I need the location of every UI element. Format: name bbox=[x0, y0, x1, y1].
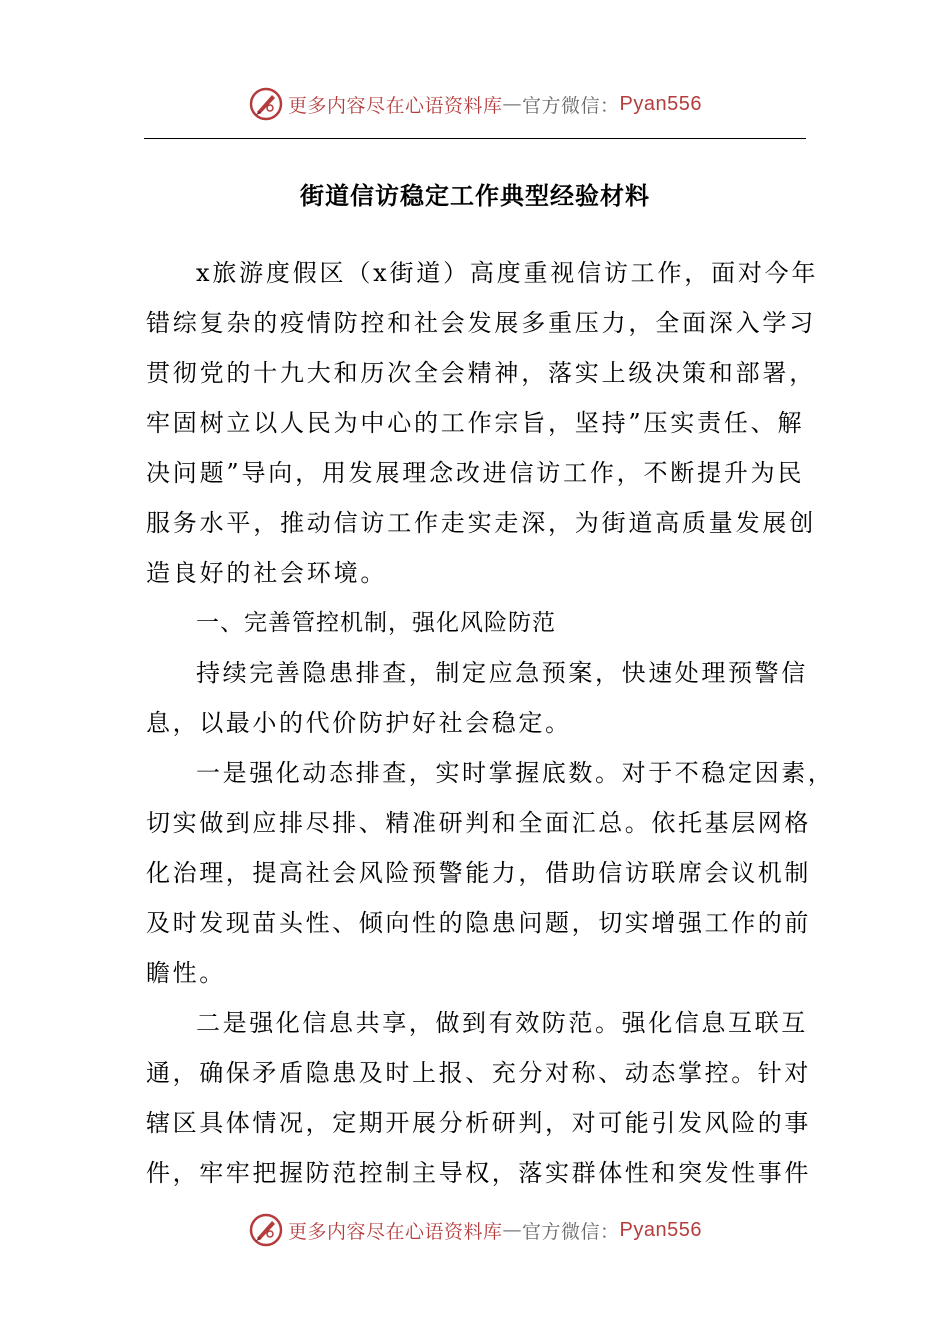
heading-line: 一、完善管控机制，强化风险防范 bbox=[196, 610, 556, 636]
paragraph-point-one bbox=[146, 748, 835, 998]
watermark-official-label: 官方微信： bbox=[522, 94, 620, 117]
quill-logo-icon bbox=[248, 86, 284, 122]
text-line: x旅游度假区（x街道）高度重视信访工作，面对今年 bbox=[196, 259, 819, 287]
footer-watermark bbox=[0, 1208, 950, 1252]
section-heading bbox=[146, 598, 806, 648]
text-line: 错综复杂的疫情防控和社会发展多重压力，全面深入学习 bbox=[146, 309, 816, 337]
document-title: 街道信访稳定工作典型经验材料 bbox=[300, 182, 650, 210]
watermark-dash: — bbox=[502, 1219, 523, 1241]
text-line: 二是强化信息共享，做到有效防范。强化信息互联互 bbox=[196, 1009, 808, 1037]
watermark-official-label: 官方微信： bbox=[522, 1220, 620, 1243]
header-divider bbox=[144, 138, 806, 139]
text-line: 造良好的社会环境。 bbox=[146, 559, 388, 587]
quill-logo-icon bbox=[248, 1212, 284, 1248]
paragraph-intro bbox=[146, 248, 819, 598]
text-line: 通，确保矛盾隐患及时上报、充分对称、动态掌控。针对 bbox=[146, 1059, 811, 1087]
text-line: 辖区具体情况，定期开展分析研判，对可能引发风险的事 bbox=[146, 1109, 811, 1137]
text-line: 切实做到应排尽排、精准研判和全面汇总。依托基层网格 bbox=[146, 809, 811, 837]
text-line: 贯彻党的十九大和历次全会精神，落实上级决策和部署， bbox=[146, 359, 816, 387]
text-line: 决问题”导向，用发展理念改进信访工作，不断提升为民 bbox=[146, 459, 805, 487]
paragraph-section-intro bbox=[146, 648, 806, 748]
watermark-main-text: 更多内容尽在心语资料库 bbox=[288, 94, 503, 117]
text-line: 牢固树立以人民为中心的工作宗旨，坚持”压实责任、解 bbox=[146, 409, 805, 437]
text-line: 持续完善隐患排查，制定应急预案，快速处理预警信 bbox=[196, 659, 808, 687]
text-line: 化治理，提高社会风险预警能力，借助信访联席会议机制 bbox=[146, 859, 811, 887]
text-line: 件，牢牢把握防范控制主导权，落实群体性和突发性事件 bbox=[146, 1159, 811, 1187]
text-line: 瞻性。 bbox=[146, 959, 226, 987]
text-line: 及时发现苗头性、倾向性的隐患问题，切实增强工作的前 bbox=[146, 909, 811, 937]
paragraph-point-two bbox=[146, 998, 811, 1198]
text-line: 服务水平，推动信访工作走实走深，为街道高质量发展创 bbox=[146, 509, 816, 537]
watermark-dash: — bbox=[502, 93, 523, 115]
document-body bbox=[146, 248, 835, 1198]
watermark-main-text: 更多内容尽在心语资料库 bbox=[288, 1220, 503, 1243]
text-line: 一是强化动态排查，实时掌握底数。对于不稳定因素， bbox=[196, 759, 835, 787]
header-watermark bbox=[0, 82, 950, 126]
text-line: 息，以最小的代价防护好社会稳定。 bbox=[146, 709, 572, 737]
watermark-wechat-id: Pyan556 bbox=[619, 92, 702, 115]
watermark-wechat-id: Pyan556 bbox=[619, 1218, 702, 1241]
